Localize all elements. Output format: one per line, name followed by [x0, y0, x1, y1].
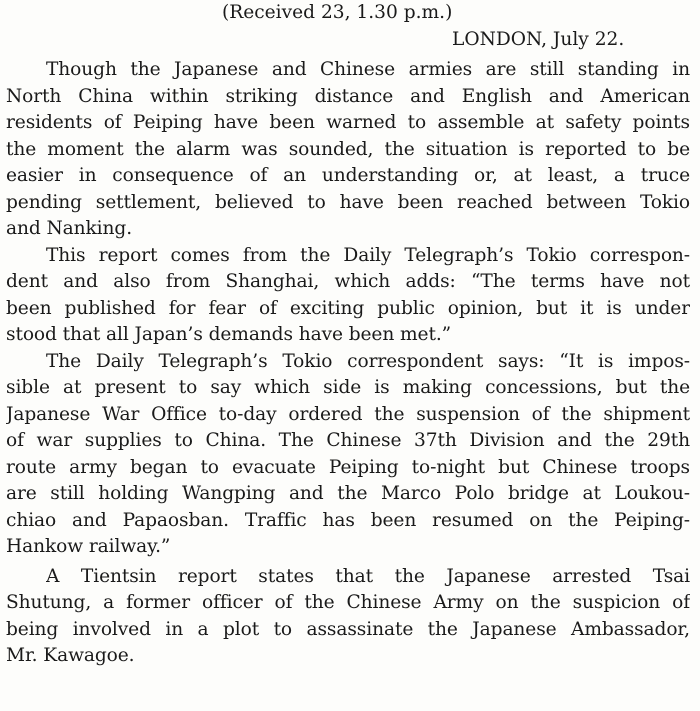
article-line: the moment the alarm was sounded, the situation is reported to be [6, 139, 690, 160]
received-timestamp: (Received 23, 1.30 p.m.) [222, 2, 453, 23]
article-line: Though the Japanese and Chinese armies are still standing in [46, 59, 690, 80]
article-line: chiao and Papaosban. Traffic has been resumed on the Peiping- [6, 510, 690, 531]
article-line: of war supplies to China. The Chinese 37th Division and the 29th [6, 430, 690, 451]
dateline: LONDON, July 22. [452, 29, 625, 50]
article-line: sible at present to say which side is making concessions, but the [6, 377, 690, 398]
article-line: route army began to evacuate Peiping to-night but Chinese troops [6, 457, 690, 478]
article-line: been published for fear of exciting public opinion, but it is under [6, 298, 690, 319]
article-line: stood that all Japan’s demands have been met.” [6, 324, 452, 345]
article-line: A Tientsin report states that the Japanese arrested Tsai [46, 566, 690, 587]
article-line: being involved in a plot to assassinate the Japanese Ambassador, [6, 619, 690, 640]
article-line: are still holding Wangping and the Marco Polo bridge at Loukou- [6, 483, 690, 504]
article-line: Japanese War Office to-day ordered the suspension of the shipment [6, 404, 690, 425]
article-line: residents of Peiping have been warned to assemble at safety points [6, 112, 690, 133]
article-line: and Nanking. [6, 218, 133, 239]
article-line: pending settlement, believed to have been reached between Tokio [6, 192, 690, 213]
article-line: North China within striking distance and English and American [6, 86, 690, 107]
article-line: Mr. Kawagoe. [6, 645, 135, 666]
article-line: dent and also from Shanghai, which adds: “The terms have not [6, 271, 690, 292]
article-line: Hankow railway.” [6, 536, 171, 557]
article-line: The Daily Telegraph’s Tokio correspondent says: “It is impos- [46, 351, 690, 372]
article-line: Shutung, a former officer of the Chinese Army on the suspicion of [6, 592, 690, 613]
article-line: This report comes from the Daily Telegraph’s Tokio correspon- [46, 245, 690, 266]
article-line: easier in consequence of an understanding or, at least, a truce [6, 165, 690, 186]
